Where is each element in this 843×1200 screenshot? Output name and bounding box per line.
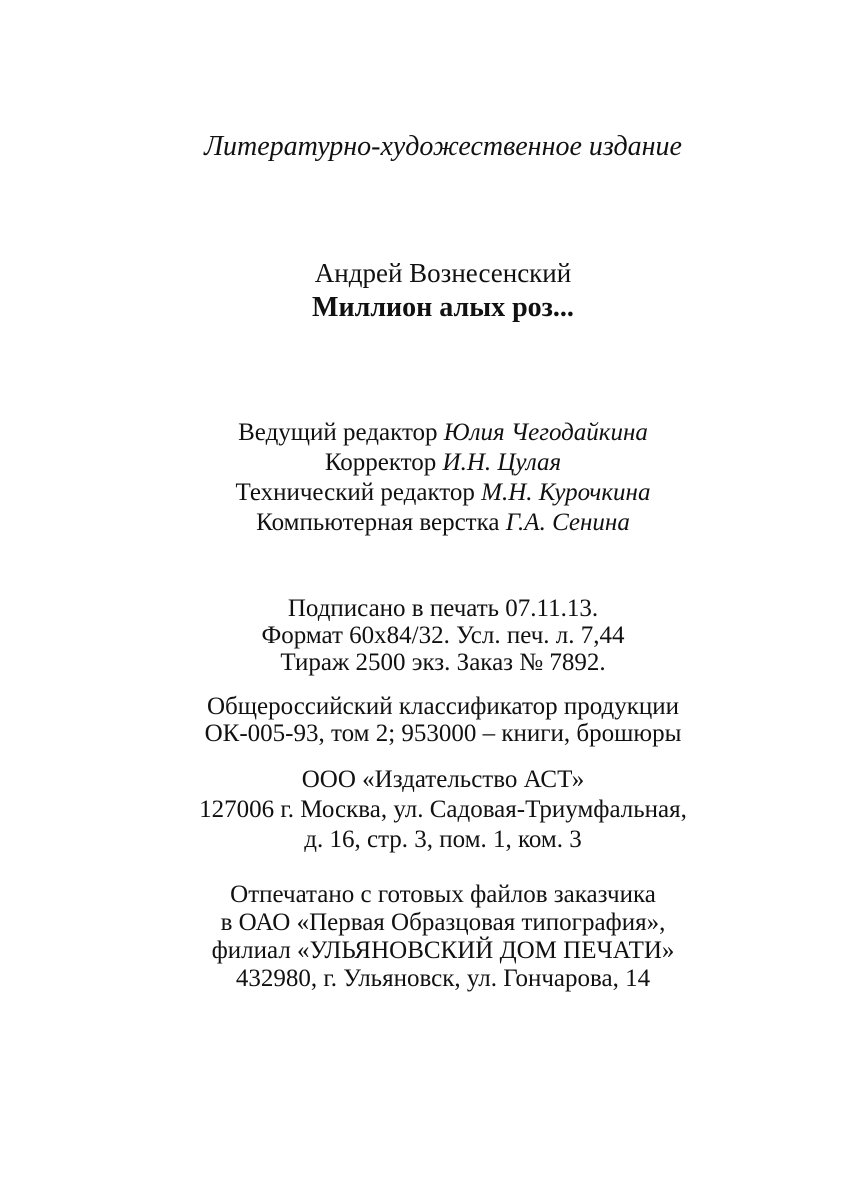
printing-info-line: Тираж 2500 экз. Заказ № 7892. xyxy=(280,649,606,676)
credit-role: Компьютерная верстка xyxy=(256,509,500,536)
printing-info-line: Формат 60х84/32. Усл. печ. л. 7,44 xyxy=(261,622,625,649)
credit-role: Ведущий редактор xyxy=(238,419,438,446)
credit-name: М.Н. Курочкина xyxy=(481,479,651,506)
classifier-line: Общероссийский классификатор продукции xyxy=(206,693,680,720)
book-title: Миллион алых роз... xyxy=(312,292,574,323)
credit-line xyxy=(0,477,843,509)
credit-line xyxy=(0,507,843,539)
credit-role: Технический редактор xyxy=(235,479,475,506)
credit-name: Юлия Чегодайкина xyxy=(443,419,648,446)
printer-line: 432980, г. Ульяновск, ул. Гончарова, 14 xyxy=(235,965,651,992)
author-name: Андрей Вознесенский xyxy=(314,258,572,288)
publisher-line: 127006 г. Москва, ул. Садовая-Триумфальная, xyxy=(199,796,687,823)
credit-name: И.Н. Цулая xyxy=(442,449,562,476)
printer-line: в ОАО «Первая Образцовая типография», xyxy=(220,909,666,936)
credit-line xyxy=(0,417,843,449)
printer-line: Отпечатано с готовых файлов заказчика xyxy=(230,881,656,908)
credit-line xyxy=(0,447,843,479)
printing-info-line: Подписано в печать 07.11.13. xyxy=(287,595,599,622)
credit-role: Корректор xyxy=(324,449,437,476)
credit-name: Г.А. Сенина xyxy=(505,509,630,536)
publisher-line: ООО «Издательство АСТ» xyxy=(301,766,585,793)
classifier-line: ОК-005-93, том 2; 953000 – книги, брошюры xyxy=(204,720,682,747)
publisher-line: д. 16, стр. 3, пом. 1, ком. 3 xyxy=(304,826,582,853)
printer-line: филиал «УЛЬЯНОВСКИЙ ДОМ ПЕЧАТИ» xyxy=(211,937,675,964)
edition-type: Литературно-художественное издание xyxy=(204,131,682,162)
